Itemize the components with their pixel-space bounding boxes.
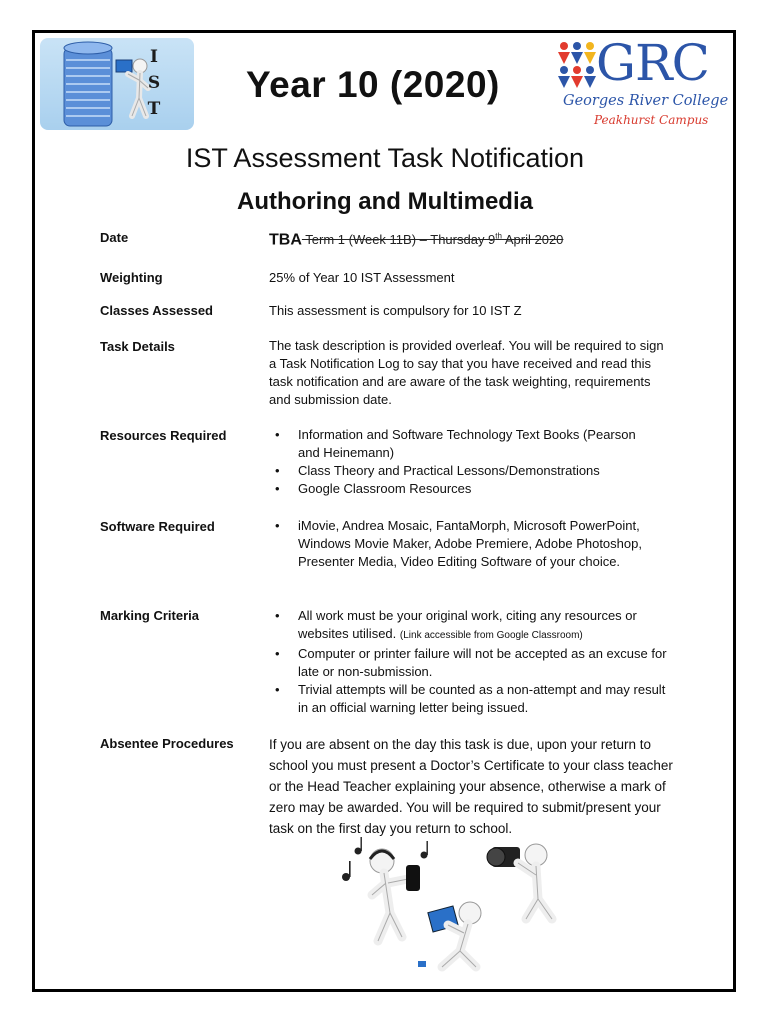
topic-heading: Authoring and Multimedia: [237, 188, 533, 215]
struck-date: Term 1 (Week 11B) – Thursday 9th April 2020: [301, 232, 564, 248]
tba-text: TBA: [269, 231, 302, 249]
list-item: • Google Classroom Resources: [269, 480, 647, 498]
task-value: The task description is provided overleaf. You will be required to sign a Task Notification Log to say that you have received and read this task notification and are aware of the task weighting, requirements and submission date.: [269, 338, 664, 407]
figure-headphones-icon: [370, 849, 420, 941]
absentee-label: Absentee Procedures: [100, 736, 234, 751]
classes-label: Classes Assessed: [100, 303, 213, 318]
ist-letter: I: [150, 47, 158, 67]
resources-label: Resources Required: [100, 428, 227, 443]
marking-label: Marking Criteria: [100, 608, 199, 623]
multimedia-clipart: [330, 833, 600, 983]
software-list: [269, 517, 644, 571]
ist-logo-icon: [40, 38, 194, 130]
list-item: • Trivial attempts will be counted as a non-attempt and may result in an official warning letter being issued.: [269, 681, 674, 717]
grc-people-icon: [556, 40, 598, 90]
campus-name: Peakhurst Campus: [594, 113, 709, 127]
list-item: • Computer or printer failure will not be accepted as an excuse for late or non-submission.: [269, 645, 674, 681]
list-item: • All work must be your original work, citing any resources or websites utilised. (Link accessible from Google Classroom): [269, 607, 674, 645]
weighting-value: 25% of Year 10 IST Assessment: [269, 270, 455, 285]
figure-laptop-icon: [418, 902, 481, 967]
resources-list: [269, 426, 647, 498]
classes-value: This assessment is compulsory for 10 IST Z: [269, 303, 522, 318]
date-value: [269, 228, 669, 249]
marking-list: [269, 607, 674, 717]
absentee-value: If you are absent on the day this task is due, upon your return to school you must present a Doctor’s Certificate to your class teacher or the Head Teacher explaining your absence, otherwise a mark of zero may be awarded. You will be required to submit/present your task on the first day you return to school.: [269, 737, 673, 836]
grc-abbreviation: GRC: [596, 34, 709, 92]
ist-letters: [134, 44, 174, 122]
link-note: (Link accessible from Google Classroom): [399, 630, 583, 641]
list-item: • iMovie, Andrea Mosaic, FantaMorph, Microsoft PowerPoint, Windows Movie Maker, Adobe Premiere, Adobe Photoshop, Presenter Media, Video Editing Software of your choice.: [269, 517, 644, 571]
task-label: Task Details: [100, 339, 175, 354]
ist-letter: S: [147, 73, 161, 93]
date-label: Date: [100, 230, 129, 245]
document-title: Year 10 (2020): [246, 64, 500, 105]
figure-camera-icon: [487, 844, 552, 919]
ist-letter: T: [147, 99, 161, 119]
weighting-label: Weighting: [100, 270, 163, 285]
list-item: • Class Theory and Practical Lessons/Demonstrations: [269, 462, 647, 480]
list-item: • Information and Software Technology Text Books (Pearson and Heinemann): [269, 426, 647, 462]
notification-heading: IST Assessment Task Notification: [185, 143, 585, 173]
software-label: Software Required: [100, 519, 215, 534]
college-name: Georges River College: [563, 93, 729, 109]
